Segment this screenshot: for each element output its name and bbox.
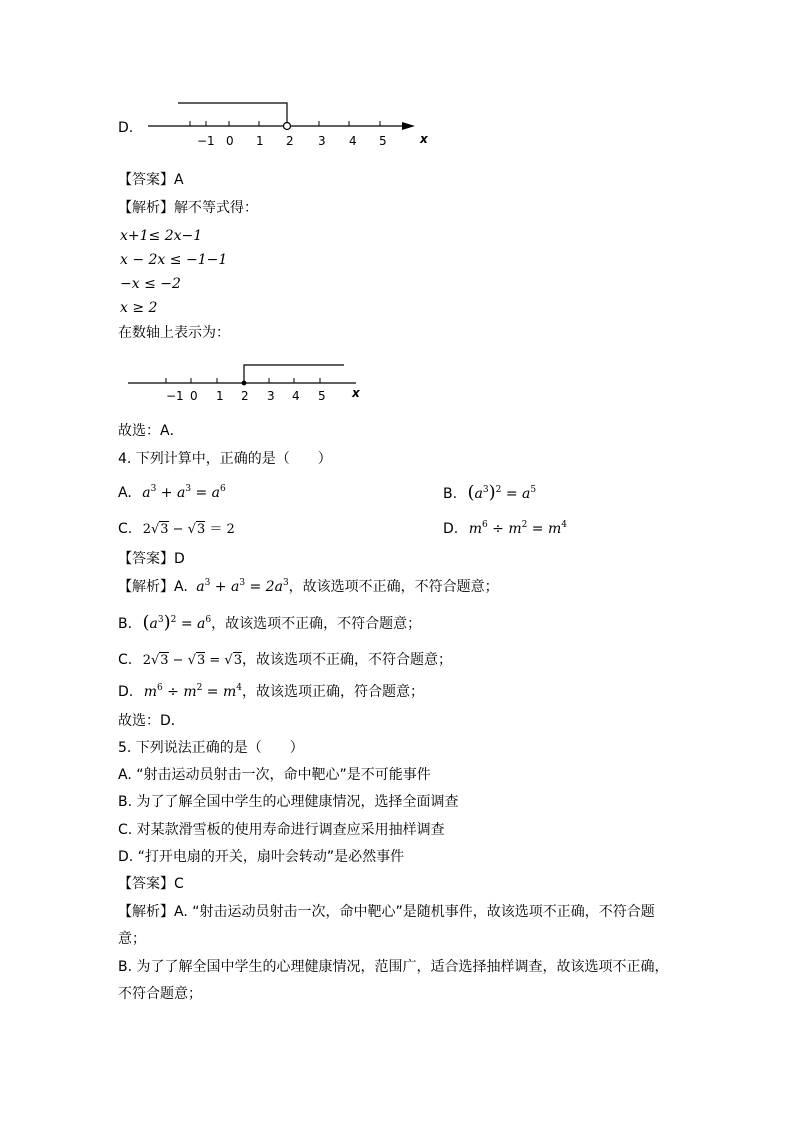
conclusion-q4: 故选：D． (118, 713, 185, 729)
tick-label: 2 (241, 389, 249, 403)
q4-analysis-a: 【解析】A. $a^3 + a^3 = 2a^3$，故该选项不正确，不符合题意； (118, 578, 499, 595)
q5-option-d: D. “打开电扇的开关，扇叶会转动”是必然事件 (118, 849, 405, 865)
answer-line-q3: 【答案】A (118, 172, 184, 188)
tick-label: 5 (318, 389, 326, 403)
question-4-stem: 4. 下列计算中，正确的是（ ） (118, 451, 332, 467)
q5-analysis-line-1: 【解析】A. “射击运动员射击一次，命中靶心”是随机事件，故该选项不正确，不符合题 (118, 904, 655, 920)
q5-option-b: B. 为了了解全国中学生的心理健康情况，选择全面调查 (118, 794, 459, 810)
tick-label: 3 (318, 134, 326, 148)
tick-label: 4 (292, 389, 300, 403)
q5-analysis-line-2: 意； (118, 931, 146, 947)
tick-label: 1 (256, 134, 264, 148)
q5-option-a: A. “射击运动员射击一次，命中靶心”是不可能事件 (118, 767, 431, 783)
numline-intro: 在数轴上表示为： (118, 325, 230, 341)
answer-line-q4: 【答案】D (118, 551, 185, 567)
tick-label: −1 (166, 389, 184, 403)
step-2: x − 2x ≤ −1−1 (120, 252, 228, 268)
solution-ray-left (178, 103, 287, 124)
q4-option-c: C. 2√3 − √3 ＝ 2 (118, 521, 235, 537)
q4-option-b: B. $(a^3)^2 = a^5$ (443, 482, 537, 503)
q5-analysis-line-4: 不符合题意； (118, 986, 202, 1002)
number-line-option-d (140, 98, 440, 150)
q4-option-a: A. $a^3 + a^3 = a^6$ (118, 484, 226, 501)
q4-analysis-b: B. $(a^3)^2 = a^6$，故该选项不正确，不符合题意； (118, 612, 422, 633)
tick-label: 1 (216, 389, 224, 403)
open-circle-at-2 (284, 123, 291, 130)
q4-analysis-c: C. 2√3 − √3 = √3，故该选项不正确，不符合题意； (118, 652, 452, 668)
tick-label: −1 (197, 134, 215, 148)
tick-label: 5 (379, 134, 387, 148)
step-4: x ≥ 2 (120, 300, 158, 316)
axis-var-label: x (420, 132, 428, 146)
question-5-stem: 5. 下列说法正确的是（ ） (118, 740, 304, 756)
axis-var-label: x (352, 386, 360, 400)
q4-option-d: D. $m^6 \div m^2 = m^4$ (443, 520, 567, 537)
answer-line-q5: 【答案】C (118, 876, 184, 892)
tick-label: 2 (286, 134, 294, 148)
tick-label: 0 (226, 134, 234, 148)
conclusion-q3: 故选：A． (118, 423, 184, 439)
number-line-solution (124, 358, 374, 406)
axis-arrow (402, 122, 415, 130)
q5-analysis-line-3: B. 为了了解全国中学生的心理健康情况，范围广，适合选择抽样调查，故该选项不正确， (118, 959, 669, 975)
q4-analysis-d: D. $m^6 \div m^2 = m^4$，故该选项正确，符合题意； (118, 683, 424, 700)
step-3: −x ≤ −2 (120, 276, 181, 292)
analysis-line-q3: 【解析】解不等式得： (118, 200, 258, 216)
tick-label: 0 (190, 389, 198, 403)
tick-label: 4 (349, 134, 357, 148)
tick-label: 3 (267, 389, 275, 403)
q5-option-c: C. 对某款滑雪板的使用寿命进行调查应采用抽样调查 (118, 822, 445, 838)
step-1: x+1≤ 2x−1 (120, 228, 203, 244)
option-d-label: D. (118, 120, 134, 136)
closed-dot-at-2 (242, 381, 247, 386)
